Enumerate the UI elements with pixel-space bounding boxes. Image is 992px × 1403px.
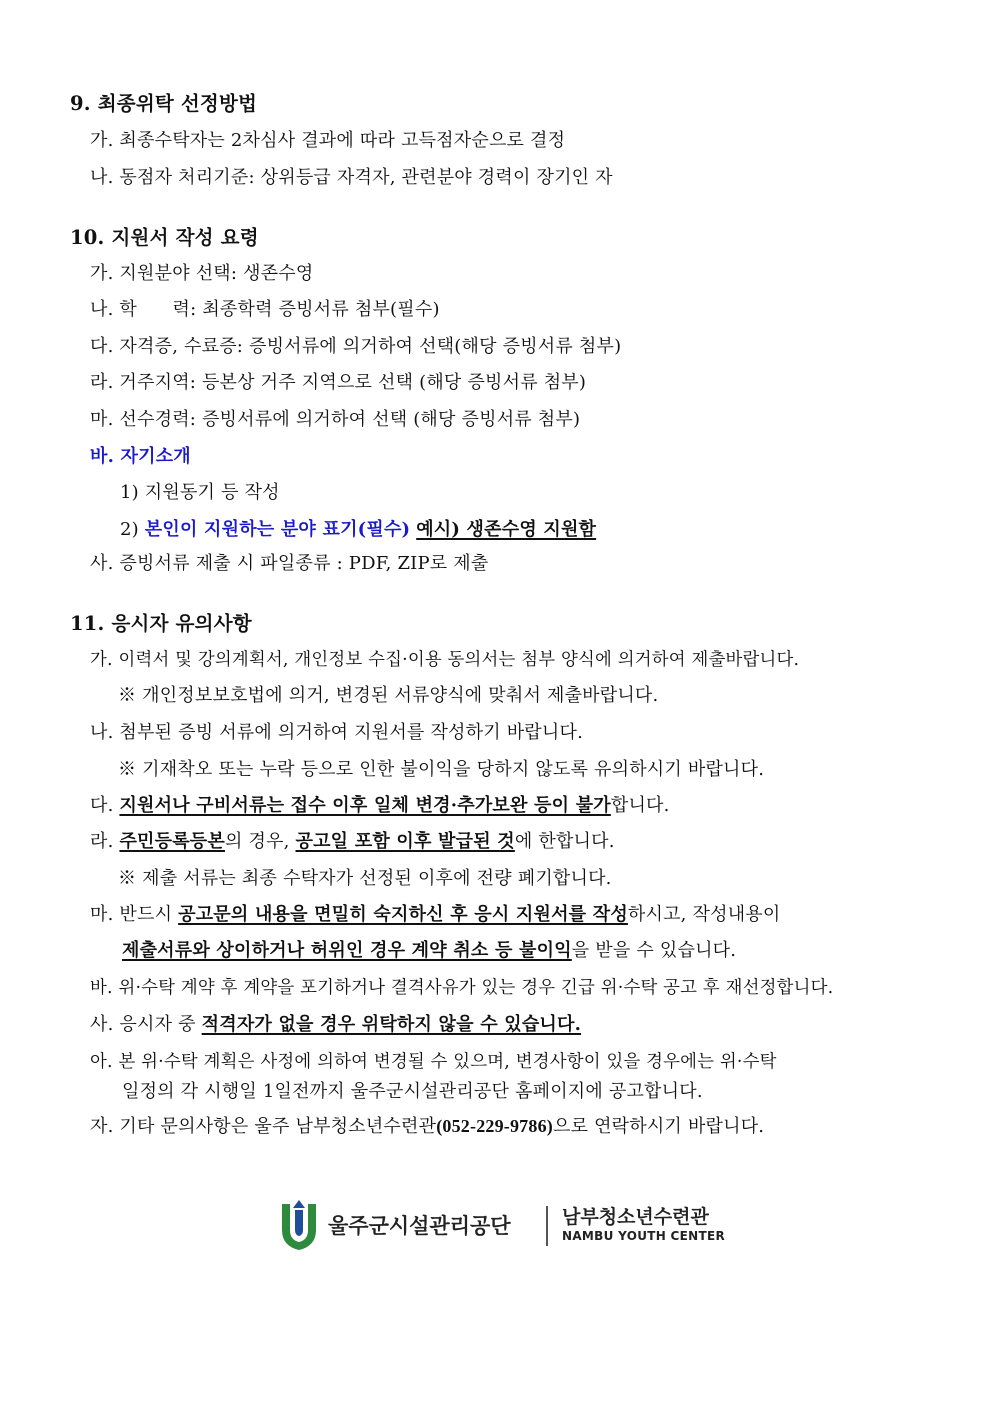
section-10-title: 10. 지원서 작성 요령 <box>70 226 259 249</box>
f2-prefix: 2) <box>120 519 145 540</box>
org-emblem-icon <box>278 1200 320 1252</box>
center-name-en: NAMBU YOUTH CENTER <box>562 1229 726 1243</box>
f2-example: 예시) 생존수영 지원함 <box>416 519 597 540</box>
e-bold-text: 공고문의 내용을 면밀히 숙지하신 후 응시 지원서를 작성 <box>178 904 628 925</box>
section-11-item-h: 아. 본 위·수탁 계획은 사정에 의하여 변경될 수 있으며, 변경사항이 있을 경우에는 위·수탁 <box>90 1052 777 1072</box>
section-9-item-a: 가. 최종수탁자는 2차심사 결과에 따라 고득점자순으로 결정 <box>90 130 566 151</box>
section-10-item-g: 사. 증빙서류 제출 시 파일종류 : PDF, ZIP로 제출 <box>90 553 489 574</box>
i-prefix: 자. 기타 문의사항은 울주 남부청소년수련관 <box>90 1116 437 1137</box>
logo-divider <box>546 1206 548 1246</box>
section-11-item-e <box>90 903 780 927</box>
section-11-item-b-note: ※ 기재착오 또는 누락 등으로 인한 불이익을 당하지 않도록 유의하시기 바랍니다. <box>118 759 765 780</box>
e2-bold-text: 제출서류와 상이하거나 허위인 경우 계약 취소 등 불이익 <box>122 940 572 961</box>
section-10-item-c: 다. 자격증, 수료증: 증빙서류에 의거하여 선택(해당 증빙서류 첨부) <box>90 336 622 357</box>
g-prefix: 사. 응시자 중 <box>90 1014 202 1035</box>
d-suffix: 에 한합니다. <box>514 831 615 852</box>
section-9-title: 9. 최종위탁 선정방법 <box>70 92 258 115</box>
c-prefix: 다. <box>90 795 120 816</box>
section-10-item-a: 가. 지원분야 선택: 생존수영 <box>90 263 314 284</box>
g-bold-text: 적격자가 없을 경우 위탁하지 않을 수 있습니다. <box>201 1014 582 1035</box>
org-name: 울주군시설관리공단 <box>328 1214 511 1238</box>
section-11-item-h-cont: 일정의 각 시행일 1일전까지 울주군시설관리공단 홈페이지에 공고합니다. <box>122 1081 703 1102</box>
section-11-item-i <box>90 1114 764 1139</box>
section-11-item-a: 가. 이력서 및 강의계획서, 개인정보 수집·이용 동의서는 첨부 양식에 의거하여 제출바랍니다. <box>90 650 800 670</box>
phone-number: (052-229-9786) <box>436 1116 553 1136</box>
section-11-item-e-cont <box>122 939 736 963</box>
section-11-item-f: 바. 위·수탁 계약 후 계약을 포기하거나 결격사유가 있는 경우 긴급 위·수탁 공고 후 재선정합니다. <box>90 978 834 998</box>
section-9-item-b: 나. 동점자 처리기준: 상위등급 자격자, 관련분야 경력이 장기인 자 <box>90 167 613 188</box>
e-prefix: 마. 반드시 <box>90 904 179 925</box>
section-11-item-g <box>90 1013 581 1037</box>
section-11-item-a-note: ※ 개인정보보호법에 의거, 변경된 서류양식에 맞춰서 제출바랍니다. <box>118 685 659 706</box>
footer-logo <box>278 1198 726 1254</box>
section-10-item-f1: 1) 지원동기 등 작성 <box>120 482 280 503</box>
d-mid: 의 경우, <box>224 831 296 852</box>
section-10-item-b: 나. 학 력: 최종학력 증빙서류 첨부(필수) <box>90 299 440 320</box>
center-name-ko: 남부청소년수련관 <box>562 1206 709 1228</box>
section-10-item-f2 <box>120 518 596 542</box>
section-11-item-d <box>90 830 615 854</box>
d-bold-text-2: 공고일 포함 이후 발급된 것 <box>295 831 515 852</box>
section-10-item-f: 바. 자기소개 <box>90 446 191 467</box>
e2-suffix: 을 받을 수 있습니다. <box>571 940 737 961</box>
i-suffix: 으로 연락하시기 바랍니다. <box>552 1116 765 1137</box>
e-suffix: 하시고, 작성내용이 <box>627 904 781 925</box>
c-bold-text: 지원서나 구비서류는 접수 이후 일체 변경·추가보완 등이 불가 <box>119 795 611 816</box>
section-11-item-b: 나. 첨부된 증빙 서류에 의거하여 지원서를 작성하기 바랍니다. <box>90 722 583 743</box>
section-11-item-d-note: ※ 제출 서류는 최종 수탁자가 선정된 이후에 전량 폐기합니다. <box>118 868 612 889</box>
section-10-item-e: 마. 선수경력: 증빙서류에 의거하여 선택 (해당 증빙서류 첨부) <box>90 409 581 430</box>
section-11-title: 11. 응시자 유의사항 <box>70 612 252 635</box>
section-11-item-c <box>90 794 670 818</box>
section-10-item-d: 라. 거주지역: 등본상 거주 지역으로 선택 (해당 증빙서류 첨부) <box>90 372 587 393</box>
d-prefix: 라. <box>90 831 120 852</box>
f2-bold-text: 본인이 지원하는 분야 표기(필수) <box>144 519 411 540</box>
c-suffix: 합니다. <box>610 795 670 816</box>
d-bold-text-1: 주민등록등본 <box>119 831 225 852</box>
